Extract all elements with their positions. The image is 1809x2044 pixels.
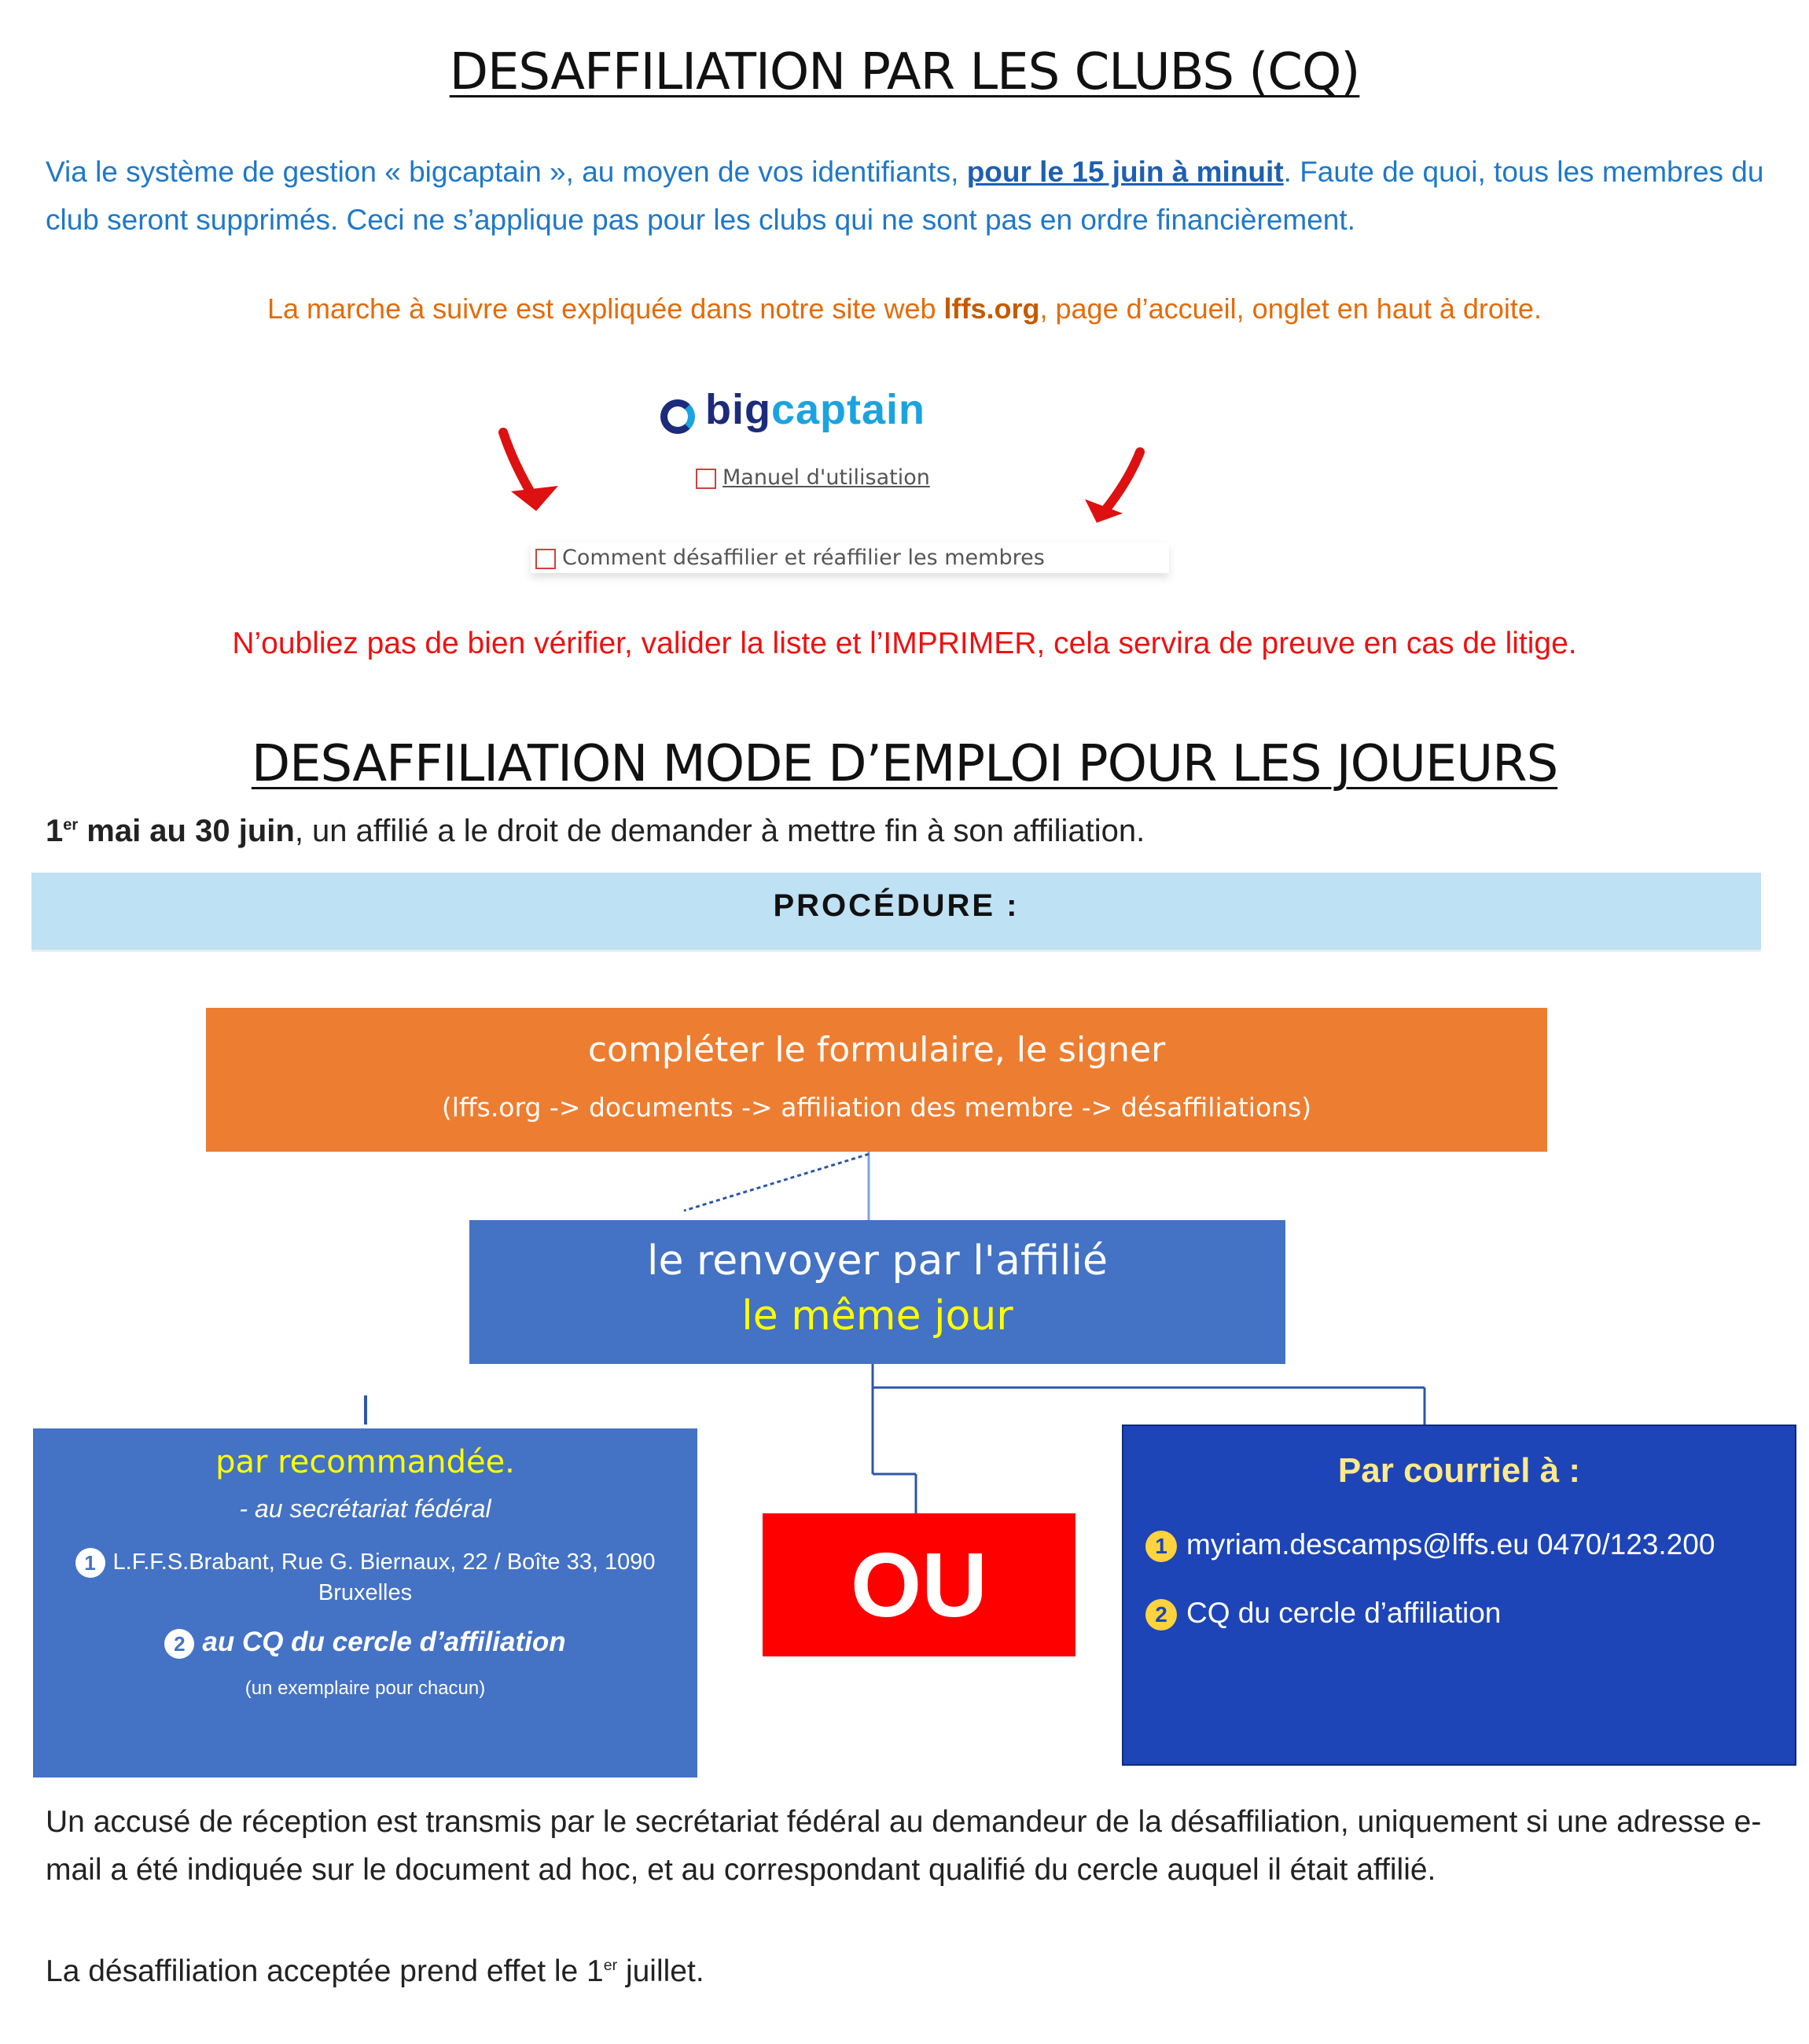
acknowledgement-paragraph: Un accusé de réception est transmis par le secrétariat fédéral au demandeur de la désaffiliation, uniquement si une adresse e-mail a été indiquée sur le document ad hoc, et au correspondant qualifié du cercle auquel il était affilié. xyxy=(46,1805,1762,1887)
step-complete-form xyxy=(206,1008,1547,1152)
registered-mail-subtitle: - au secrétariat fédéral xyxy=(239,1494,491,1523)
step2-line1: le renvoyer par l'affilié xyxy=(647,1237,1108,1285)
deadline-link[interactable]: pour le 15 juin à minuit xyxy=(966,156,1284,188)
registered-mail-title: par recommandée. xyxy=(215,1444,515,1480)
dates-line: 1er mai au 30 juin, un affilié a le droit de demander à mettre fin à son affiliation. xyxy=(46,814,1145,848)
cq-recipient: 2 au CQ du cercle d’affiliation xyxy=(33,1608,697,1659)
number-1-icon: 1 xyxy=(1145,1531,1177,1562)
howto-link[interactable]: Comment désaffilier et réaffilier les membres xyxy=(531,542,1169,573)
email-cq: 2 CQ du cercle d’affiliation xyxy=(1123,1562,1795,1630)
email-title: Par courriel à : xyxy=(1337,1451,1581,1490)
number-2-icon: 2 xyxy=(1145,1599,1177,1630)
site-link[interactable]: lffs.org xyxy=(943,292,1040,325)
federal-address: 1 L.F.F.S.Brabant, Rue G. Biernaux, 22 / Boîte 33, 1090 Bruxelles xyxy=(33,1524,697,1608)
step1-title: compléter le formulaire, le signer xyxy=(587,1030,1166,1070)
manual-link[interactable]: Manuel d'utilisation xyxy=(696,465,930,490)
number-1-icon: 1 xyxy=(75,1548,105,1578)
or-badge: OU xyxy=(763,1513,1075,1656)
page-title-clubs: DESAFFILIATION PAR LES CLUBS (CQ) xyxy=(449,43,1360,101)
step1-path: (lffs.org -> documents -> affiliation des membre -> désaffiliations) xyxy=(441,1092,1312,1123)
option-email xyxy=(1122,1425,1796,1766)
instructions-text-start: La marche à suivre est expliquée dans notre site web xyxy=(267,292,944,325)
step-send-back xyxy=(469,1220,1285,1364)
intro-text-start: Via le système de gestion « bigcaptain », au moyen de vos identifiants, xyxy=(46,156,967,188)
intro-text-end: . Faute de quoi, tous les membres du club seront supprimés. Ceci ne s’applique pas pour les clubs qui ne sont pas en ordre financièrement. xyxy=(46,156,1764,236)
number-2-icon: 2 xyxy=(164,1629,194,1659)
warning-text: N’oubliez pas de bien vérifier, valider la liste et l’IMPRIMER, cela servira de preuve en cas de litige. xyxy=(232,627,1577,660)
email-contact: 1 myriam.descamps@lffs.eu 0470/123.200 xyxy=(1123,1491,1795,1562)
copies-note: (un exemplaire pour chacun) xyxy=(245,1678,486,1700)
step2-line2: le même jour xyxy=(741,1292,1013,1340)
page-title-players: DESAFFILIATION MODE D’EMPLOI POUR LES JOUEURS xyxy=(251,735,1558,793)
effective-date-line: La désaffiliation acceptée prend effet le 1er juillet. xyxy=(46,1954,704,1988)
procedure-label: PROCÉDURE : xyxy=(773,888,1020,923)
option-registered-mail xyxy=(33,1428,697,1777)
instructions-text-end: , page d’accueil, onglet en haut à droite. xyxy=(1039,292,1542,325)
bigcaptain-logo: bigcaptain xyxy=(705,386,926,433)
